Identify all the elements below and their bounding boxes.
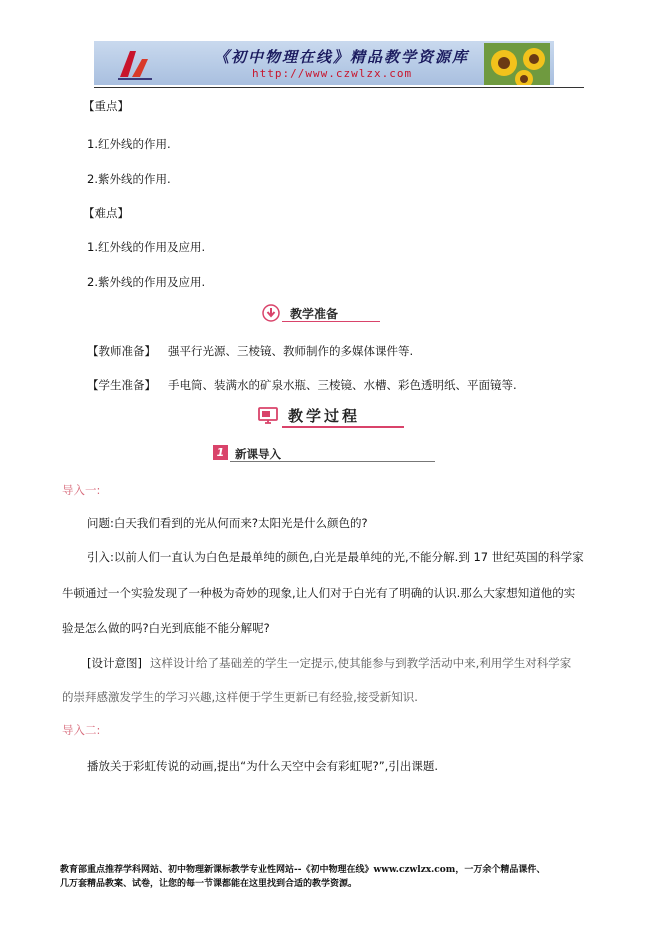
subsection-heading-intro [213,443,435,465]
section-title-prep: 教学准备 [290,307,339,321]
teacher-prep-label: 【教师准备】 [87,344,156,358]
site-logo-icon [116,45,156,81]
intro2-label: 导入二: [62,723,101,737]
header-divider [94,87,584,88]
sunflower-icon [484,43,550,85]
intro1-label: 导入一: [62,483,101,497]
section-underline [282,321,380,322]
section-title-process: 教学过程 [288,407,361,425]
header-banner [94,41,554,85]
subsection-title: 新课导入 [235,447,281,461]
intro1-lead-line1: 引入:以前人们一直认为白色是最单纯的颜色,白光是最单纯的光,不能分解.到 17 世纪英国的科学家 [87,550,584,564]
section-heading-process [258,403,404,429]
monitor-icon [258,407,278,425]
design-intent-line1: 这样设计给了基础差的学生一定提示,使其能参与到教学活动中来,利用学生对科学家 [150,656,572,670]
intro1-lead-line3: 验是怎么做的吗?白光到底能不能分解呢? [62,621,270,635]
footer-line1: 教育部重点推荐学科网站、初中物理新课标教学专业性网站--《初中物理在线》www.czwlzx.com，一万余个精品课件、 [60,865,546,875]
banner-url: http://www.czwlzx.com [252,67,413,80]
intro1-question: 问题:白天我们看到的光从何而来?太阳光是什么颜色的? [87,516,368,530]
design-intent-line2: 的崇拜感激发学生的学习兴趣,这样便于学生更新已有经验,接受新知识. [62,690,418,704]
difficulty-item-1: 1.红外线的作用及应用. [87,240,206,254]
difficulty-item-2: 2.紫外线的作用及应用. [87,275,206,289]
student-prep-text: 手电筒、装满水的矿泉水瓶、三棱镜、水槽、彩色透明纸、平面镜等. [168,378,517,392]
subsection-number-badge: 1 [213,445,228,460]
section-underline [282,426,404,428]
intro1-lead-line2: 牛顿通过一个实验发现了一种极为奇妙的现象,让人们对于白光有了明确的认识.那么大家想知道他的实 [62,586,576,600]
subsection-underline [230,461,435,462]
focus-heading: 【重点】 [83,99,129,113]
intro2-text: 播放关于彩虹传说的动画,提出“为什么天空中会有彩虹呢?”,引出课题. [87,759,438,773]
footer-line2: 几万套精品教案、试卷，让您的每一节课都能在这里找到合适的教学资源。 [60,879,358,889]
teacher-prep-text: 强平行光源、三棱镜、教师制作的多媒体课件等. [168,344,414,358]
banner-title: 《初中物理在线》精品教学资源库 [214,48,470,66]
download-arrow-icon [262,304,280,322]
section-heading-prep [262,302,380,324]
focus-item-2: 2.紫外线的作用. [87,172,171,186]
student-prep-label: 【学生准备】 [87,378,156,392]
design-intent-label: [设计意图] [87,656,142,670]
difficulty-heading: 【难点】 [83,206,129,220]
focus-item-1: 1.红外线的作用. [87,137,171,151]
